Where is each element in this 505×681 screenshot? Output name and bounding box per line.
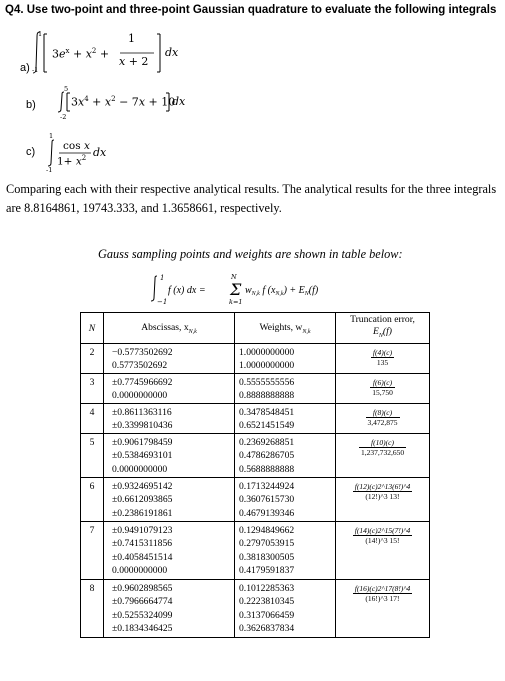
cell-abscissas: [104, 404, 235, 434]
error-denominator: 3,472,875: [367, 418, 398, 427]
table-body: [81, 344, 430, 638]
svg-text:f (x) dx =: f (x) dx =: [168, 285, 206, 296]
error-numerator: f(16)(c)2^17(8!)^4: [354, 584, 411, 593]
table-row: [81, 478, 430, 522]
weight-value: 0.6521451549: [239, 420, 295, 432]
error-fraction: [353, 526, 412, 545]
abscissa-value: ±0.2386191861: [112, 507, 173, 519]
header-weights: [235, 313, 336, 344]
part-a-lower-limit: -1: [32, 66, 39, 74]
weight-value: 0.3607615730: [239, 494, 295, 506]
cell-n: 7: [81, 522, 104, 580]
cell-n: 5: [81, 434, 104, 478]
error-fraction: [370, 378, 395, 397]
cell-abscissas: [104, 478, 235, 522]
abscissa-value: ±0.8611363116: [112, 407, 172, 418]
part-b-lower-limit: -2: [60, 113, 67, 121]
header-weights-sub: N,k: [302, 328, 311, 335]
weight-value: 0.1012285363: [239, 583, 295, 594]
abscissa-value: −0.5773502692: [112, 347, 173, 358]
part-c-dx: dx: [93, 146, 107, 159]
error-numerator: f(6)(c): [370, 378, 395, 388]
abscissa-value: 0.0000000000: [112, 390, 168, 402]
error-denominator: (12!)^3 13!: [365, 492, 400, 501]
table-caption: Gauss sampling points and weights are shown in table below:: [98, 247, 403, 261]
header-error-sub: N: [378, 332, 383, 339]
table-row: [81, 522, 430, 580]
error-denominator: 1,237,732,650: [360, 448, 405, 457]
weight-value: 0.3137066459: [239, 609, 295, 621]
svg-text:wN,k f (xN,k) + EN(f): $w_{N,k}$ f $(x_{N,k}) + E_N(f)$: [245, 285, 319, 297]
weight-value: 0.3626837834: [239, 622, 295, 634]
error-numerator: f(4)(c): [372, 348, 393, 357]
cell-weights: [235, 374, 336, 404]
table-row: [81, 404, 430, 434]
cell-abscissas: [104, 434, 235, 478]
abscissa-value: ±0.9061798459: [112, 437, 173, 448]
cell-abscissas: [104, 522, 235, 580]
cell-n: 4: [81, 404, 104, 434]
header-error-line1: Truncation error,: [350, 314, 415, 326]
cell-weights: [235, 478, 336, 522]
weight-value: 0.4679139346: [239, 507, 295, 519]
table-row: [81, 580, 430, 638]
part-a-label: a): [20, 62, 30, 74]
cell-abscissas: [104, 344, 235, 374]
abscissa-value: 0.0000000000: [112, 564, 168, 576]
question-number: Q4.: [5, 4, 24, 16]
weight-value: 1.0000000000: [239, 347, 295, 358]
part-c-label: c): [26, 146, 36, 158]
weight-value: 0.2223810345: [239, 596, 295, 608]
cell-n: 2: [81, 344, 104, 374]
part-a-frac-den: x + 2: [119, 55, 149, 68]
cell-weights: [235, 522, 336, 580]
error-fraction: [371, 348, 394, 367]
header-abscissas-label: Abscissas, x: [141, 321, 189, 333]
gauss-formula-svg: [148, 272, 378, 306]
cell-truncation-error: [336, 434, 430, 478]
part-a-dx: dx: [165, 46, 179, 59]
svg-text:−1: −1: [157, 298, 168, 306]
error-denominator: 15,750: [372, 388, 393, 397]
cell-weights: [235, 404, 336, 434]
cell-truncation-error: [336, 404, 430, 434]
error-numerator: f(8)(c): [366, 408, 400, 418]
error-fraction: [353, 584, 412, 603]
abscissa-value: ±0.9491079123: [112, 525, 173, 536]
weight-value: 0.2797053915: [239, 538, 295, 550]
abscissa-value: ±0.5255324099: [112, 609, 173, 621]
cell-weights: [235, 580, 336, 638]
svg-text:1: 1: [160, 274, 165, 282]
error-numerator: f(14)(c)2^15(7!)^4: [354, 526, 411, 535]
header-error-e: E: [373, 326, 379, 338]
abscissa-value: ±0.7745966692: [112, 377, 173, 388]
cell-truncation-error: [336, 478, 430, 522]
cell-n: 8: [81, 580, 104, 638]
header-error: [336, 313, 430, 344]
part-c-upper-limit: 1: [49, 132, 54, 140]
cell-truncation-error: [336, 344, 430, 374]
header-abscissas: [104, 313, 235, 344]
cell-truncation-error: [336, 522, 430, 580]
weight-value: 0.8888888888: [239, 390, 295, 402]
table-row: [81, 434, 430, 478]
cell-abscissas: [104, 374, 235, 404]
abscissa-value: ±0.7415311856: [112, 538, 173, 550]
abscissa-value: ±0.4058451514: [112, 551, 173, 563]
weight-value: 0.1713244924: [239, 481, 295, 492]
question-text: Use two-point and three-point Gaussian quadrature to evaluate the following integrals: [26, 4, 497, 16]
header-abscissas-sub: N,k: [188, 328, 197, 335]
table-header-row: [81, 313, 430, 344]
error-fraction: [366, 408, 400, 427]
error-denominator: (14!)^3 15!: [365, 536, 400, 545]
weight-value: 0.3478548451: [239, 407, 295, 418]
table-row: [81, 374, 430, 404]
abscissa-value: 0.0000000000: [112, 463, 168, 475]
weight-value: 0.4786286705: [239, 450, 295, 462]
gauss-table: [80, 312, 430, 638]
weight-value: 0.3818300505: [239, 551, 295, 563]
cell-weights: [235, 434, 336, 478]
header-n: N: [81, 313, 104, 344]
part-c-num: cos x: [63, 140, 90, 152]
cell-n: 6: [81, 478, 104, 522]
part-a-frac-num: 1: [128, 32, 135, 45]
header-error-line2: [340, 326, 425, 342]
abscissa-value: ±0.3399810436: [112, 420, 173, 432]
part-a-upper-limit: 1: [38, 30, 43, 38]
cell-truncation-error: [336, 580, 430, 638]
part-a-expr-left: $3e^x + x^2$ +: [52, 47, 110, 61]
cell-truncation-error: [336, 374, 430, 404]
header-weights-label: Weights, w: [259, 321, 303, 333]
part-b-expr: $3x^4 + x^2 - 7x + 10$: [71, 95, 176, 109]
error-denominator: 135: [376, 358, 389, 367]
abscissa-value: ±0.6612093865: [112, 494, 173, 506]
svg-text:N: N: [231, 273, 237, 281]
abscissa-value: 0.5773502692: [112, 360, 168, 372]
question-title: [5, 4, 496, 16]
weight-value: 0.2369268851: [239, 437, 295, 448]
cell-n: 3: [81, 374, 104, 404]
table-row: [81, 344, 430, 374]
part-b-label: b): [26, 99, 36, 111]
error-numerator: f(12)(c)2^13(6!)^4: [354, 482, 411, 491]
analytical-results-paragraph: Comparing each with their respective analytical results. The analytical results for the three integrals are 8.8164861, 19743.333, and 1.3658661, respectively.: [6, 182, 497, 215]
abscissa-value: ±0.9602898565: [112, 583, 173, 594]
svg-text:Σ: Σ: [230, 280, 242, 299]
part-c-den: $1+ x^2$: [57, 154, 87, 168]
weight-value: 0.5555555556: [239, 377, 295, 388]
weight-value: 0.4179591837: [239, 564, 295, 576]
abscissa-value: ±0.1834346425: [112, 622, 173, 634]
part-b-dx: dx: [172, 95, 186, 108]
abscissa-value: ±0.7966664774: [112, 596, 173, 608]
error-numerator: f(10)(c): [359, 438, 406, 448]
cell-weights: [235, 344, 336, 374]
weight-value: 1.0000000000: [239, 360, 295, 372]
weight-value: 0.5688888888: [239, 463, 295, 475]
cell-abscissas: [104, 580, 235, 638]
abscissa-value: ±0.9324695142: [112, 481, 173, 492]
header-error-tail: (f): [382, 326, 392, 338]
abscissa-value: ±0.5384693101: [112, 450, 173, 462]
part-c-lower-limit: -1: [46, 166, 53, 174]
svg-text:k=1: k=1: [229, 298, 243, 306]
error-fraction: [359, 438, 406, 457]
error-fraction: [353, 482, 412, 501]
part-b-upper-limit: 5: [64, 85, 69, 93]
error-denominator: (16!)^3 17!: [365, 594, 400, 603]
weight-value: 0.1294849662: [239, 525, 295, 536]
